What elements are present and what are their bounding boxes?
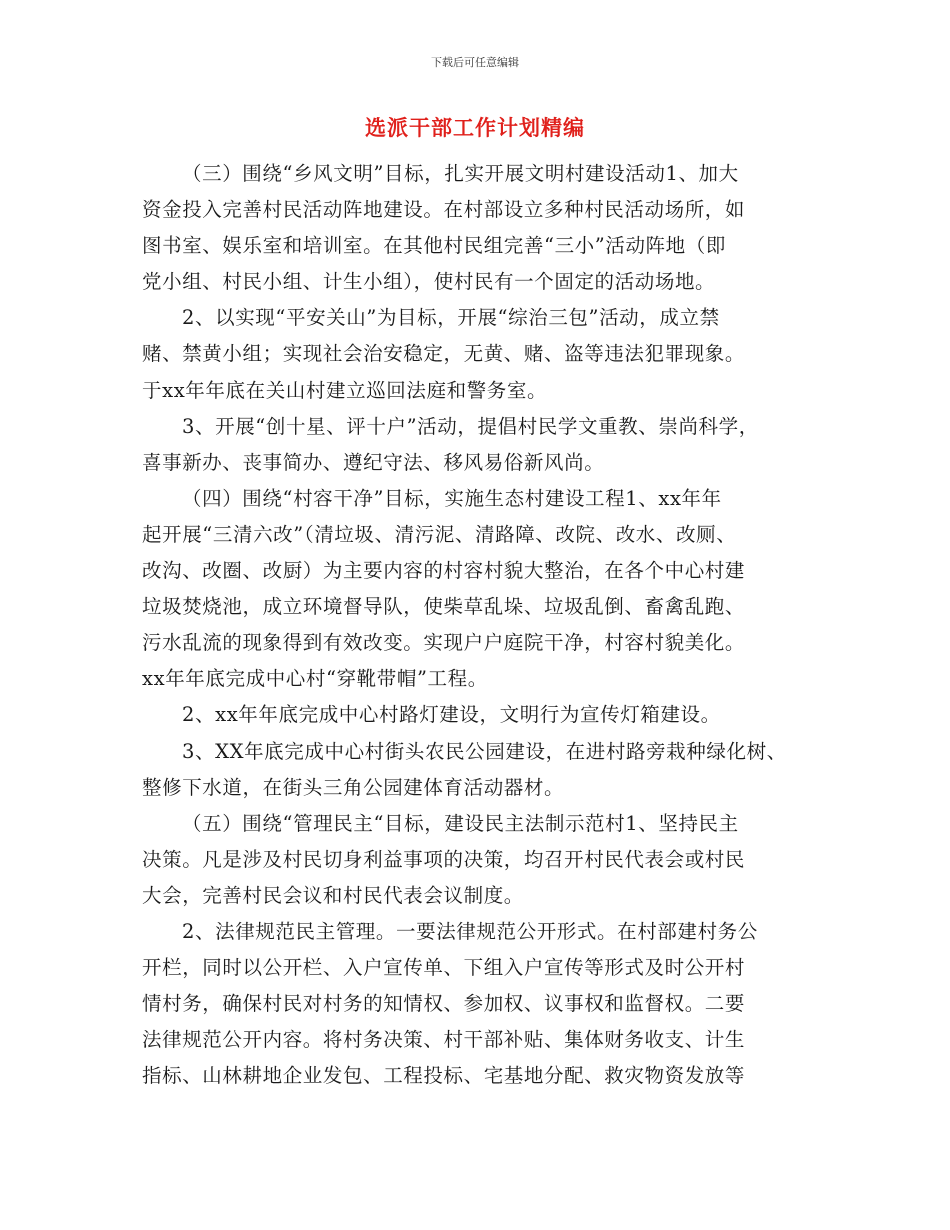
text-line: 赌、禁黄小组；实现社会治安稳定，无黄、赌、盗等违法犯罪现象。 bbox=[142, 342, 746, 366]
text-line: 2、以实现“平安关山”为目标，开展“综治三包”活动，成立禁 bbox=[182, 306, 720, 330]
text-line: 指标、山林耕地企业发包、工程投标、宅基地分配、救灾物资发放等 bbox=[142, 1064, 746, 1088]
text-line: 党小组、村民小组、计生小组），使村民有一个固定的活动场地。 bbox=[142, 270, 716, 294]
document-title: 选派干部工作计划精编 bbox=[365, 116, 585, 140]
text-line: （五）围绕“管理民主“目标，建设民主法制示范村1、坚持民主 bbox=[182, 811, 739, 835]
header-note: 下载后可任意编辑 bbox=[431, 56, 519, 69]
text-line: 整修下水道，在街头三角公园建体育活动器材。 bbox=[142, 775, 565, 799]
text-line: 污水乱流的现象得到有效改变。实现户户庭院干净，村容村貌美化。 bbox=[142, 631, 746, 655]
text-line: 法律规范公开内容。将村务决策、村干部补贴、集体财务收支、计生 bbox=[142, 1028, 746, 1052]
text-line: 情村务，确保村民对村务的知情权、参加权、议事权和监督权。二要 bbox=[142, 992, 746, 1016]
text-line: 决策。凡是涉及村民切身利益事项的决策，均召开村民代表会或村民 bbox=[142, 847, 746, 871]
text-line: 改沟、改圈、改厨）为主要内容的村容村貌大整治，在各个中心村建 bbox=[142, 559, 746, 583]
text-line: 大会，完善村民会议和村民代表会议制度。 bbox=[142, 883, 524, 907]
text-line: 图书室、娱乐室和培训室。在其他村民组完善“三小”活动阵地（即 bbox=[142, 234, 726, 258]
text-line: 于xx年年底在关山村建立巡回法庭和警务室。 bbox=[142, 378, 548, 402]
text-line: 资金投入完善村民活动阵地建设。在村部设立多种村民活动场所，如 bbox=[142, 198, 746, 222]
text-line: 喜事新办、丧事简办、遵纪守法、移风易俗新风尚。 bbox=[142, 450, 605, 474]
text-line: 垃圾焚烧池，成立环境督导队，使柴草乱垛、垃圾乱倒、畜禽乱跑、 bbox=[142, 595, 746, 619]
text-line: （四）围绕“村容干净”目标，实施生态村建设工程1、xx年年 bbox=[182, 486, 722, 510]
text-line: 开栏，同时以公开栏、入户宣传单、下组入户宣传等形式及时公开村 bbox=[142, 956, 746, 980]
text-line: 起开展“三清六改”（清垃圾、清污泥、清路障、改院、改水、改厕、 bbox=[142, 522, 737, 546]
text-line: 2、法律规范民主管理。一要法律规范公开形式。在村部建村务公 bbox=[182, 919, 758, 943]
text-line: xx年年底完成中心村“穿靴带帽”工程。 bbox=[142, 667, 488, 691]
text-line: 3、XX年底完成中心村街头农民公园建设，在进村路旁栽种绿化树、 bbox=[182, 739, 787, 763]
text-line: 3、开展“创十星、评十户”活动，提倡村民学文重教、崇尚科学， bbox=[182, 414, 759, 438]
document-body bbox=[142, 156, 822, 1094]
text-line: （三）围绕“乡风文明”目标，扎实开展文明村建设活动1、加大 bbox=[182, 162, 739, 185]
text-line: 2、xx年年底完成中心村路灯建设，文明行为宣传灯箱建设。 bbox=[182, 703, 721, 727]
